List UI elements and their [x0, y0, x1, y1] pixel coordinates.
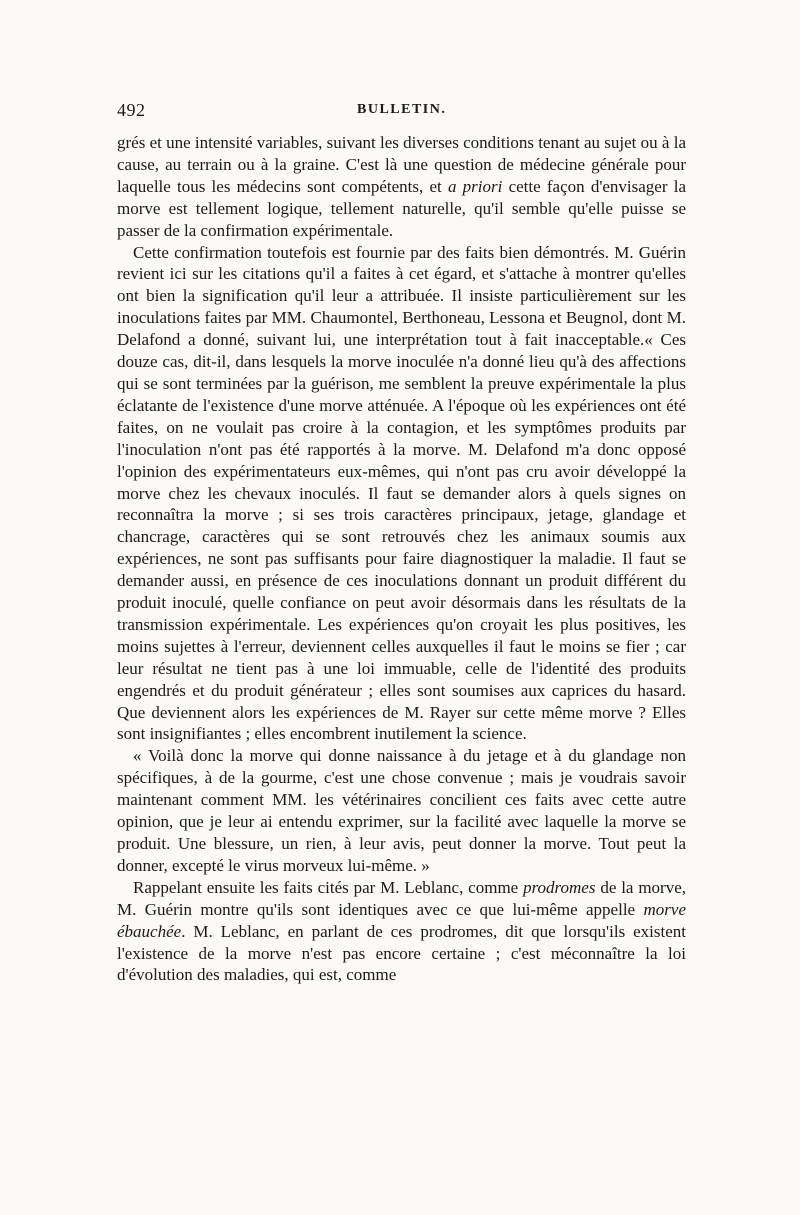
text-segment: « Voilà donc la morve qui donne naissance à du jetage et à du glandage non spécifiques, à de la gourme, c'est une chose convenue ; mais je voudrais savoir maintenant comment MM. les vétérinaires concilient ces faits avec cette autre opinion, que je leur ai entendu exprimer, sur la facilité avec laquelle la morve se produit. Une blessure, un rien, à leur avis, peut donner la morve. Tout peut la donner, excepté le virus morveux lui-même. »: [117, 746, 686, 875]
italic-text-segment: a priori: [447, 176, 503, 196]
page-header: [117, 100, 687, 122]
text-segment: Cette confirmation toutefois est fournie par des faits bien démontrés. M. Guérin revient ici sur les citations qu'il a faites à cet égard, et s'attache à montrer qu'elles ont bien la signification qu'il leur a attribuée. Il insiste particulièrement sur les inoculations faites par MM. Chaumontel, Berthoneau, Lessona et Beugnol, dont M. Delafond a donné, suivant lui, une interprétation tout à fait inacceptable.« Ces douze cas, dit-il, dans lesquels la morve inoculée n'a donné lieu qu'à des affections qui se sont terminées par la guérison, me semblent la preuve expérimentale la plus éclatante de l'existence d'une morve atténuée. A l'époque où les expériences ont été faites, on ne voulait pas croire à la contagion, et les symptômes produits par l'inoculation n'ont pas été rapportés à la morve. M. Delafond m'a donc opposé l'opinion des expérimentateurs eux-mêmes, qui n'ont pas cru avoir développé la morve chez les chevaux inoculés. Il faut se demander alors à quels signes on reconnaîtra la morve ; si ses trois caractères principaux, jetage, glandage et chancrage, caractères qui se sont retrouvés chez les animaux soumis aux expériences, ne sont pas suffisants pour faire diagnostiquer la maladie. Il faut se demander aussi, en présence de ces inoculations donnant un produit différent du produit inoculé, quelle confiance on peut avoir désormais dans les résultats de la transmission expérimentale. Les expériences qu'on croyait les plus positives, les moins sujettes à l'erreur, deviennent celles auxquelles il faut le moins se fier ; car leur résultat ne tient pas à une loi immuable, celle de l'identité des produits engendrés et du produit générateur ; elles sont soumises aux caprices du hasard. Que deviennent alors les expériences de M. Rayer sur cette même morve ? Elles sont insignifiantes ; elles encombrent inutilement la science.: [117, 242, 686, 744]
italic-text-segment: prodromes: [523, 877, 596, 897]
paragraph: [117, 745, 686, 876]
paragraph: [117, 877, 686, 987]
paragraph: [117, 242, 686, 746]
text-segment: Rappelant ensuite les faits cités par M. Leblanc, comme: [133, 877, 524, 897]
text-segment: grés et une intensité variables, suivant les diverses conditions tenant au sujet ou à la cause, au terrain ou à la graine. C'est là une question de médecine générale pour laquelle tous les médecins sont compétents, et: [117, 133, 686, 196]
paragraph: [117, 132, 686, 242]
text-segment: cette façon d'envisager la morve est tellement logique, tellement naturelle, qu'il semble qu'elle puisse se passer de la confirmation expérimentale.: [117, 176, 686, 240]
italic-text-segment: morve ébauchée: [117, 899, 686, 941]
text-segment: de la morve, M. Guérin montre qu'ils sont identiques avec ce que lui-même appelle: [117, 877, 687, 919]
text-segment: . M. Leblanc, en parlant de ces prodromes, dit que lorsqu'ils existent l'existence de la morve n'est pas encore certaine ; c'est méconnaître la loi d'évolution des maladies, qui est, comme: [117, 921, 686, 985]
body-text: [117, 132, 686, 986]
page-number: 492: [117, 100, 146, 120]
running-title: BULLETIN.: [357, 102, 447, 117]
